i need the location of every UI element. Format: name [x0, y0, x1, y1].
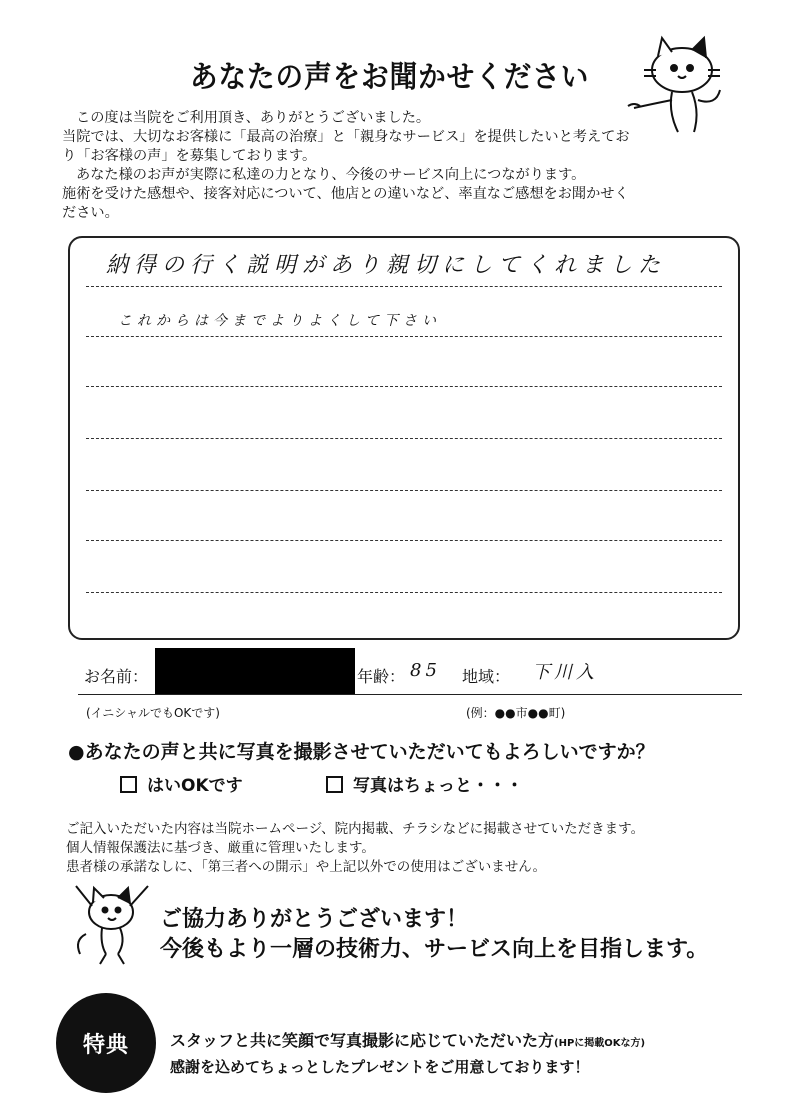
photo-option-no[interactable]	[326, 771, 523, 796]
ruled-line	[86, 438, 722, 439]
field-underline	[78, 694, 742, 695]
intro-line: ださい。	[62, 205, 119, 221]
age-value[interactable]: 85	[410, 660, 441, 681]
region-note: (例：●●市●●町)	[466, 706, 566, 720]
comment-box[interactable]	[68, 236, 740, 640]
notice-line: 個人情報保護法に基づき、厳重に管理いたします。	[66, 840, 375, 856]
intro-line: り「お客様の声」を募集しております。	[62, 148, 317, 164]
intro-line: 施術を受けた感想や、接客対応について、他店との違いなど、率直なご感想をお聞かせく	[62, 186, 629, 202]
checkbox-yes[interactable]	[120, 776, 137, 793]
intro-line: あなた様のお声が実際に私達の力となり、今後のサービス向上につながります。	[76, 167, 586, 183]
checkbox-no[interactable]	[326, 776, 343, 793]
bonus-badge: 特典	[56, 993, 156, 1093]
cheering-cat-icon	[66, 880, 156, 970]
option-no-label: 写真はちょっと・・・	[353, 776, 523, 796]
ruled-line	[86, 540, 722, 541]
bonus-line-1-note: (HPに掲載OKな方)	[554, 1038, 646, 1049]
photo-option-yes[interactable]	[120, 771, 243, 796]
comment-line-2: これからは今までよりよくして下さい	[118, 313, 441, 329]
ruled-line	[86, 336, 722, 337]
privacy-notice	[66, 820, 644, 877]
region-label: 地域：	[462, 667, 511, 686]
photo-question: ●あなたの声と共に写真を撮影させていただいてもよろしいですか？	[68, 741, 655, 763]
notice-line: 患者様の承諾なしに、「第三者への開示」や上記以外での使用はございません。	[66, 859, 547, 875]
region-value[interactable]: 下川入	[532, 662, 598, 683]
option-yes-label: はいOKです	[147, 776, 243, 796]
ruled-line	[86, 286, 722, 287]
name-redacted	[155, 648, 355, 694]
name-note: (イニシャルでもOKです)	[86, 706, 220, 720]
page-title: あなたの声をお聞かせください	[190, 60, 590, 95]
bonus-line-1	[170, 1028, 645, 1051]
comment-line-1: 納得の行く説明があり親切にしてくれました	[106, 253, 667, 278]
name-label: お名前：	[84, 667, 149, 686]
ruled-line	[86, 490, 722, 491]
thanks-line-1: ご協力ありがとうございます！	[160, 907, 469, 932]
intro-line: この度は当院をご利用頂き、ありがとうございました。	[76, 110, 431, 126]
notice-line: ご記入いただいた内容は当院ホームページ、院内掲載、チラシなどに掲載させていただきます。	[66, 821, 645, 837]
intro-text	[62, 109, 742, 223]
thanks-line-2: 今後もより一層の技術力、サービス向上を目指します。	[160, 937, 709, 962]
ruled-line	[86, 386, 722, 387]
bonus-line-2: 感謝を込めてちょっとしたプレゼントをご用意しております！	[170, 1058, 590, 1076]
age-label: 年齢：	[357, 667, 406, 686]
bonus-line-1-text: スタッフと共に笑顔で写真撮影に応じていただいた方	[170, 1031, 555, 1050]
intro-line: 当院では、大切なお客様に「最高の治療」と「親身なサービス」を提供したいと考えてお	[62, 129, 630, 145]
ruled-line	[86, 592, 722, 593]
